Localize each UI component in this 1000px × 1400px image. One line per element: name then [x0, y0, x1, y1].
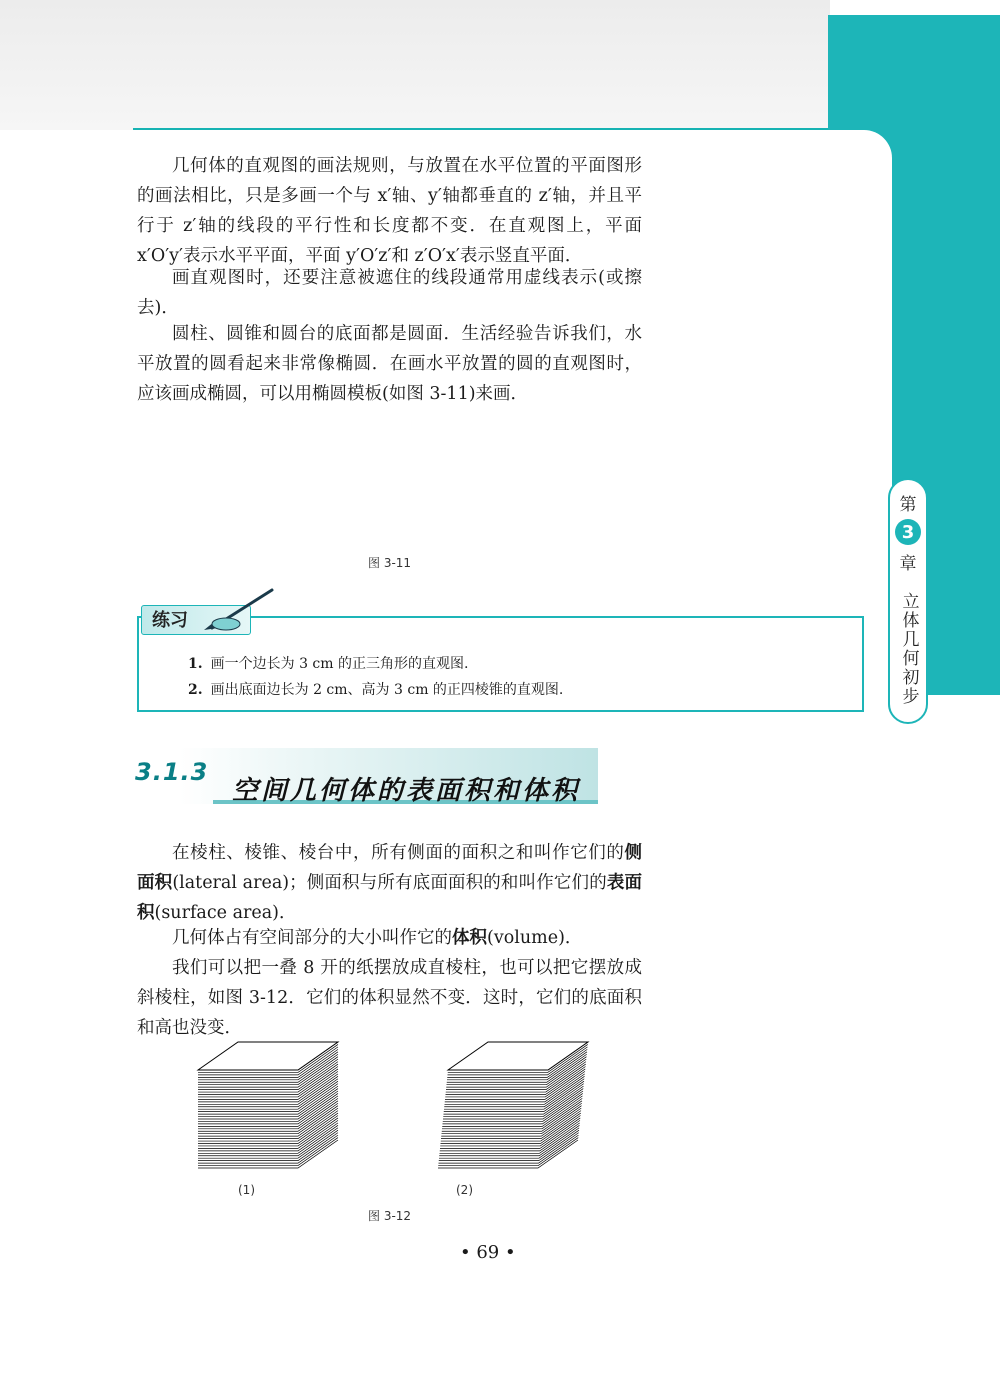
chapter-prefix: 第 — [899, 495, 917, 515]
exercise-item — [188, 679, 563, 699]
paragraph-volume — [137, 923, 642, 953]
section-number: 3.1.3 — [135, 758, 209, 786]
exercise-text: 画出底面边长为 2 cm、高为 3 cm 的正四棱锥的直观图. — [210, 682, 564, 698]
term-lateral-area: 侧面积 — [137, 843, 642, 893]
exercise-item — [188, 653, 468, 673]
text-run: (lateral area)；侧面积与所有底面面积的和叫作它们的 — [172, 873, 607, 893]
paper-stack-oblique-prism — [430, 1040, 590, 1170]
header-shade — [0, 0, 830, 130]
paragraph-drawing-rules: 几何体的直观图的画法规则，与放置在水平位置的平面图形的画法相比，只是多画一个与 x′轴、y′轴都垂直的 z′轴，并且平行于 z′轴的线段的平行性和长度都不变．在直观图上，平面 x′O′y′表示水平平面，平面 y′O′z′和 z′O′x′表示竖直平面． — [137, 156, 642, 266]
chapter-title: 立体几何初步 — [898, 592, 919, 706]
pen-icon — [200, 586, 278, 634]
chapter-number: 3 — [895, 519, 921, 545]
practice-label: 练习 — [141, 605, 251, 635]
paragraph-hidden-lines: 画直观图时，还要注意被遮住的线段通常用虚线表示(或擦去)． — [137, 268, 642, 318]
figure-3-11-caption: 图 3-11 — [368, 556, 412, 570]
section-title: 空间几何体的表面积和体积 — [232, 776, 581, 806]
paragraph-paper-stack: 我们可以把一叠 8 开的纸摆放成直棱柱，也可以把它摆放成斜棱柱，如图 3-12．它们的体积显然不变．这时，它们的底面积和高也没变． — [137, 958, 642, 1038]
page-number: • 69 • — [460, 1242, 516, 1263]
exercise-text: 画一个边长为 3 cm 的正三角形的直观图. — [210, 656, 469, 672]
chapter-tab — [888, 478, 928, 724]
figure-3-12-label-2: (2) — [456, 1183, 473, 1197]
figure-3-12-caption: 图 3-12 — [368, 1209, 412, 1223]
text-run: (surface area)． — [154, 903, 297, 923]
chapter-suffix: 章 — [899, 554, 917, 574]
text-run: 在棱柱、棱锥、棱台中，所有侧面的面积之和叫作它们的 — [172, 843, 625, 863]
paper-stack-right-prism — [190, 1040, 350, 1170]
exercise-number: 2. — [188, 682, 203, 698]
paragraph-surface-area — [137, 838, 642, 928]
term-volume: 体积 — [452, 928, 487, 948]
exercise-number: 1. — [188, 656, 203, 672]
term-surface-area: 表面积 — [137, 873, 643, 923]
text-run: (volume)． — [487, 928, 583, 948]
paragraph-ellipse: 圆柱、圆锥和圆台的底面都是圆面．生活经验告诉我们，水平放置的圆看起来非常像椭圆．在画水平放置的圆的直观图时，应该画成椭圆，可以用椭圆模板(如图 3-11)来画． — [137, 324, 642, 404]
text-run: 几何体占有空间部分的大小叫作它的 — [172, 928, 452, 948]
figure-3-12-label-1: (1) — [238, 1183, 255, 1197]
header-rule — [133, 128, 833, 130]
